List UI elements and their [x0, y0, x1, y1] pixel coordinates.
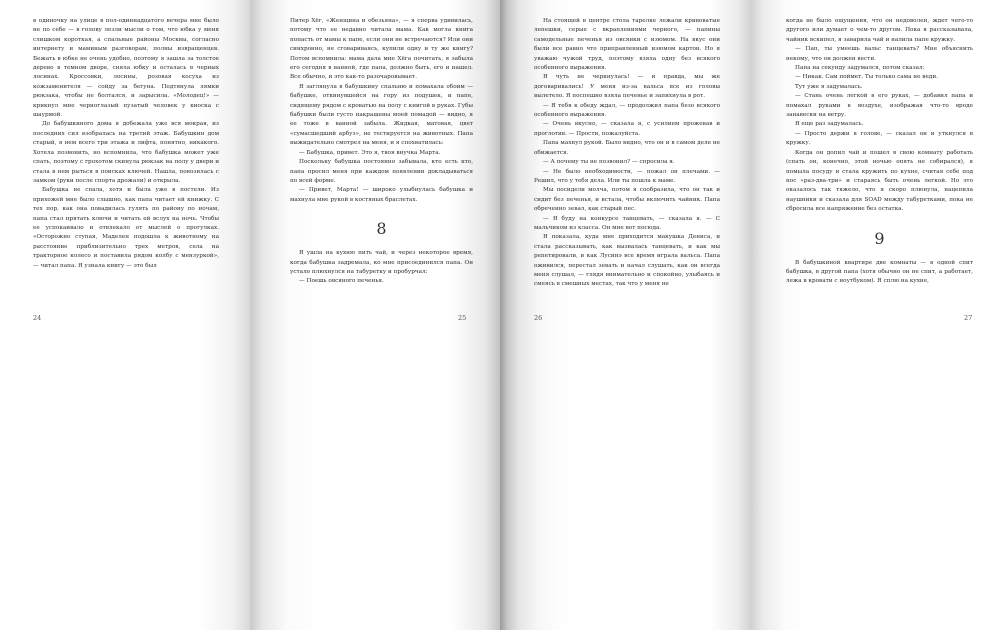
paragraph: Тут уже я задумалась. [795, 83, 863, 90]
page-24 [0, 0, 250, 630]
paragraph: — Стань очень легкой в его руках, — добавил папа и помахал руками в воздухе, изображая что-то вроде занавески на ветру. [786, 93, 973, 119]
paragraph: — Просто держи в голове, — сказал он и уткнулся в кружку. [786, 130, 973, 147]
paragraph: — Пап, ты умеешь вальс танцевать? Мне объяснить некому, что он должен вести. [786, 46, 973, 62]
page-25-text [290, 17, 473, 287]
paragraph: Когда он допил чай и пошел в свою комнату работать (спать он, конечно, этой ночью опять не собирался), я помыла посуду и стала кружить по кухне, считая себе под нос «раз-два-три» и стараясь быть очень легкой. Но это оказалось так тяжело, что я скоро плюнула, нацепила наушники и сказала для SOAD между табуретками, пока не сбросила все напряжение без остатка. [786, 149, 973, 213]
paragraph: — Бабушка, привет. Это я, твоя внучка Марта. [299, 149, 441, 156]
paragraph: До бабушкиного дома я добежала уже вся мокрая, из последних сил взобралась на третий этаж. Бабушкин дом старый, в нем всего три этажа и лифта, понятно, никакого. Хотела позвонить, но вспомнила, что бабушка может уже спать, поэтому с грохотом скинула рюкзак на полу у двери и стала в нем рыться в поисках ключей. Нашла, повозилась с замком (руки после спорта дрожали) и открыла. [33, 121, 219, 184]
paragraph: На стоящей в центре стола тарелке лежали кривоватые лепешки, серые с вкраплениями черного, — папины самодельные печенья из овсянки с изюмом. На вкус они были все равно что приправленный изюмом картон. Но я уважаю чужой труд, поэтому взяла одну без всякого особенного выражения. [534, 18, 720, 72]
paragraph: Я чуть не черкнулась! — и правда, мы же договаривались! У меня из-за вальса все из головы вылетело. Я поспешно взяла печенье и запихнула в рот. [534, 74, 720, 100]
paragraph: — Поешь овсяного печенья. [299, 278, 384, 285]
paragraph: Папа махнул рукой. Было видно, что он и в самом деле не обижается. [534, 140, 720, 156]
paragraph: — Очень вкусно, — сказала я, с усилием прожевав и проглотив. — Прости, пожалуйста. [534, 121, 720, 137]
paragraph: Я заглянула в бабушкину спальню и помахала обоим — бабушке, откинувшейся на гору из подушек, и папе, сидящему рядом с кроватью на полу с книгой в руках. Губы бабушки были густо накрашены моей помадой — видно, я ее тоже в ванной забыла. Жидкая, матовая, цвет «сумасшедший арбуз», не тестируется на животных. Папа выжидательно смотрел на меня, и я спохватилась: [290, 83, 473, 147]
paragraph: Папа на секунду задумался, потом сказал: [795, 65, 925, 72]
paragraph: Питер Хёг, «Женщина и обезьяна», — я сперва удивилась, потому что ее недавно читала мама. Как могла книга попасть от мамы к папе, если они не встречаются? Или они синхронно, не сговариваясь, купили одну и ту же книгу? Потом вспомнила: мама дала мне Хёга почитать, я забыла его сегодня в ванной, где папа, должно быть, его и нашел. Все обычно, и это как-то разочаровывает. [290, 18, 473, 81]
paragraph: — Никак. Сам поймет. Ты только сама не веди. [795, 74, 938, 81]
page-27 [750, 0, 1001, 630]
paragraph: когда не было ощущения, что он недоволен, ждет чего-то другого или думает о чем-то другом. Пока я рассказывала, чайник вскипел, я заварила чай и налила папе кружку. [786, 18, 973, 43]
paragraph: — Я буду на конкурсе танцевать, — сказала я. — С мальчиком из класса. Он мне вот посюда. [534, 215, 720, 231]
paragraph: — Не было необходимости, — пожал он плечами. — Решил, что у тебя дела. Или ты пошла к маме. [534, 168, 720, 184]
page-26-text [534, 17, 720, 290]
chapter-number: 8 [376, 219, 387, 239]
paragraph: Я еще раз задумалась. [795, 121, 864, 128]
paragraph: Поскольку бабушка постоянно забывала, кто есть кто, папа просил меня при каждом появлении докладываться по всей форме. [290, 159, 473, 184]
page-24-text [33, 17, 219, 271]
paragraph: — Я тебя к обеду ждал, — продолжил папа безо всякого особенного выражения. [534, 102, 720, 119]
page-26 [500, 0, 750, 630]
paragraph: — Привет, Марта! — широко улыбнулась бабушка и махнула мне рукой в костяных браслетах. [290, 187, 473, 203]
paragraph: Я ушла на кухню пить чай, и через некоторое время, когда бабушка задремала, ко мне присоединился папа. Он устало плюхнулся на табуретку и пробурчал: [290, 250, 473, 275]
paragraph: — А почему ты не позвонил? — спросила я. [543, 159, 675, 166]
page-27-text [786, 17, 973, 287]
chapter-number: 9 [874, 228, 885, 248]
paragraph: Мы посидели молча, потом я сообразила, что он так и сидит без печенья, и встала, чтобы включить чайник. Папа обреченно зевал, как старый пес. [534, 187, 720, 213]
paragraph: Бабушка не спала, хотя и была уже в постели. Из прихожей мне было слышно, как папа читает ей книжку. С тех пор, как она повадилась гулять по району по ночам, папа стал прятать ключи и читать ей вслух на ночь. Чтобы ее успокаивало и отвлекало от мыслей о прогулках. «Осторожно ступая, Маделен подошла к животному на расстояние приблизительно трех метров, села на тракторное колесо и поставила рядом колбу с мензуркой», — читал папа. Я узнала книгу — это был [33, 187, 219, 269]
page-number: 26 [534, 314, 543, 322]
paragraph: Я показала, куда мне приходится макушка Дениса, и стала рассказывать, как вызвалась танцевать, и как мы репетировали, и как Лусинэ все время играла вальса. Папа оживился, перестал зевать и начал слушать, как он всегда меня слушал, — глядя внимательно и спокойно, улыбаясь и смеясь в смешных местах, так что у меня не [534, 234, 720, 288]
paragraph: в одиночку на улице в пол-одиннадцатого вечера мне было не по себе — в голову лезли мысли о том, что юбка у меня слишком короткая, а спальные районы Москвы, согласно интернету и маминым разговорам, полны извращенцев. Бежать в юбке не очень удобно, поэтому я зашла за толстое дерево в темном дворе, сняла юбку и осталась в черных лосинах. Кроссовки, лосины, розовая косуха из кожзаменителя — сойду за бегуна. Подтянула лямки рюкзака, чтобы не болтался, и зарысила. «Молодец!» — крикнул мне черноглазый пузатый человек у киоска с шаурмой. [33, 18, 219, 119]
page-number: 25 [458, 314, 467, 322]
page-number: 27 [964, 314, 973, 322]
page-number: 24 [33, 314, 42, 322]
page-25 [250, 0, 500, 630]
paragraph: В бабушкиной квартире две комнаты — в одной спит бабушка, в другой папа (хотя обычно он не спит, а работает, лежа в кровати с ноутбуком). Я сплю на кухне, [786, 259, 973, 285]
